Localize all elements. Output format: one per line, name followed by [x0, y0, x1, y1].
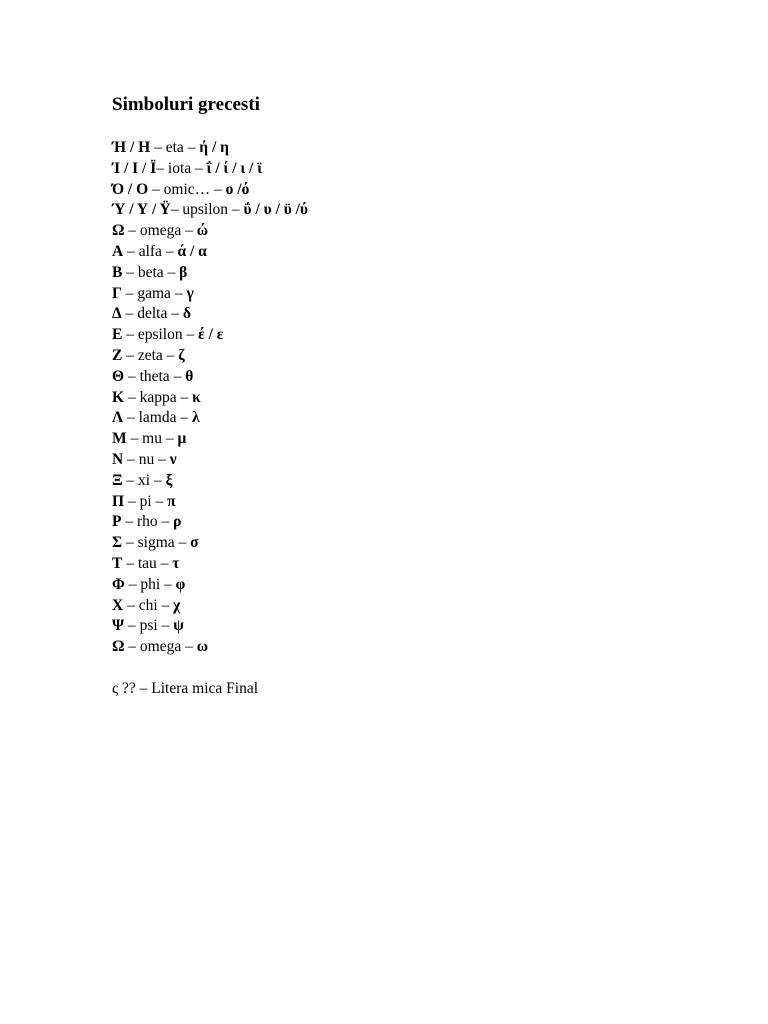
letter-name: omic… [163, 180, 211, 198]
separator: – [160, 575, 176, 593]
letter-name: eta [165, 139, 184, 156]
lowercase-letter: σ [190, 534, 199, 552]
separator: – [151, 492, 168, 510]
uppercase-letter: Ρ [112, 513, 122, 531]
uppercase-letter: Τ [112, 554, 123, 572]
separator: – [150, 471, 166, 489]
separator: – [124, 638, 140, 656]
letter-name: tau [137, 554, 157, 572]
lowercase-letter: π [167, 492, 176, 510]
letter-name: rho [136, 513, 158, 531]
letter-name: kappa [139, 388, 177, 406]
letter-entry [112, 159, 732, 180]
separator: – [122, 346, 138, 364]
document-title: Simboluri grecesti [112, 94, 260, 115]
uppercase-letter: Ω [112, 638, 125, 656]
letter-entry [112, 388, 732, 409]
uppercase-letter: Ψ [112, 617, 125, 635]
letter-entry [112, 637, 732, 658]
separator: – [156, 159, 168, 177]
separator: – [181, 638, 197, 656]
uppercase-letter: Μ [112, 430, 127, 448]
lowercase-letter: μ [177, 430, 187, 448]
letter-name: theta [139, 367, 170, 385]
letter-entry [112, 533, 732, 554]
separator: – [121, 284, 138, 302]
uppercase-letter: Ν [112, 450, 124, 468]
letter-name: mu [142, 430, 162, 448]
lowercase-letter: ν [169, 450, 177, 468]
uppercase-letter: Φ [112, 575, 125, 593]
lowercase-letter: ώ [196, 222, 209, 240]
letter-entry [112, 616, 732, 637]
letter-name: phi [140, 575, 161, 593]
separator: – [123, 409, 139, 427]
letter-name: zeta [137, 346, 163, 364]
letter-entry [112, 429, 732, 450]
lowercase-letter: ο /ό [225, 180, 250, 198]
letter-name: delta [137, 305, 168, 323]
uppercase-letter: Λ [112, 409, 124, 427]
uppercase-letter: Σ [112, 534, 123, 552]
separator: – [148, 180, 164, 198]
separator: – [122, 326, 138, 344]
letter-entry [112, 304, 732, 325]
uppercase-letter: Ύ / Υ / Ϋ [112, 201, 171, 219]
letter-entry [112, 263, 732, 284]
lowercase-letter: τ [172, 554, 180, 572]
separator: – [122, 534, 138, 552]
letter-name: beta [137, 263, 164, 281]
lowercase-letter: θ [185, 367, 194, 385]
letter-entry [112, 471, 732, 492]
separator: – [161, 430, 178, 448]
uppercase-letter: Δ [112, 305, 122, 323]
uppercase-letter: Α [112, 242, 124, 260]
lowercase-letter: λ [192, 409, 200, 427]
separator: – [228, 201, 244, 219]
letter-entry [112, 284, 732, 305]
separator: – [124, 492, 140, 510]
letter-name: omega [139, 222, 182, 240]
separator: – [150, 139, 166, 156]
letter-entry [112, 575, 732, 596]
uppercase-letter: Ί / Ι / Ϊ [112, 159, 157, 177]
separator: – [167, 305, 183, 323]
letter-entry [112, 200, 732, 221]
separator: – [170, 284, 187, 302]
letter-entry [112, 367, 732, 388]
letter-name: epsilon [137, 326, 183, 344]
separator: – [123, 596, 139, 614]
separator: – [162, 346, 179, 364]
uppercase-letter: Κ [112, 388, 125, 406]
separator: – [157, 513, 174, 531]
separator: – [124, 388, 140, 406]
lowercase-letter: ΰ / υ / ϋ /ύ [243, 201, 309, 219]
lowercase-letter: φ [175, 575, 186, 593]
letter-entry [112, 408, 732, 429]
uppercase-letter: Θ [112, 367, 125, 385]
separator: – [123, 450, 139, 468]
separator: – [122, 554, 138, 572]
lowercase-letter: δ [182, 305, 191, 323]
separator: – [121, 513, 137, 531]
greek-letter-list [112, 138, 732, 658]
separator: – [183, 139, 200, 156]
separator: – [126, 430, 143, 448]
separator: – [154, 450, 170, 468]
separator: – [124, 222, 140, 240]
letter-name: iota [167, 159, 192, 177]
letter-entry [112, 325, 732, 346]
separator: – [124, 367, 140, 385]
lowercase-letter: ξ [165, 471, 173, 489]
letter-name: sigma [137, 534, 175, 552]
separator: – [191, 159, 207, 177]
separator: – [181, 222, 197, 240]
separator: – [182, 326, 199, 344]
uppercase-letter: Γ [112, 284, 122, 302]
letter-name: gama [137, 284, 171, 302]
letter-entry [112, 554, 732, 575]
uppercase-letter: Ξ [112, 471, 123, 489]
letter-entry [112, 242, 732, 263]
separator: – [170, 201, 183, 219]
lowercase-letter: ω [196, 638, 209, 656]
uppercase-letter: Π [112, 492, 125, 510]
separator: – [174, 534, 191, 552]
separator: – [157, 617, 174, 635]
separator: – [121, 305, 138, 323]
separator: – [157, 596, 174, 614]
uppercase-letter: Ω [112, 222, 125, 240]
lowercase-letter: χ [173, 596, 181, 614]
lowercase-letter: ΐ / ί / ι / ϊ [206, 159, 263, 177]
separator: – [124, 617, 140, 635]
letter-entry [112, 512, 732, 533]
separator: – [122, 263, 138, 281]
lowercase-letter: ψ [173, 617, 184, 635]
letter-entry [112, 180, 732, 201]
final-sigma-note: ς ?? – Litera mica Final [112, 679, 259, 697]
letter-name: chi [138, 596, 158, 614]
letter-entry [112, 450, 732, 471]
separator: – [176, 409, 192, 427]
letter-name: lamda [138, 409, 177, 427]
letter-entry [112, 138, 732, 159]
lowercase-letter: γ [186, 284, 194, 302]
uppercase-letter: Β [112, 263, 123, 281]
separator: – [122, 471, 138, 489]
letter-entry [112, 346, 732, 367]
separator: – [210, 180, 226, 198]
lowercase-letter: έ / ε [198, 326, 224, 344]
lowercase-letter: ζ [178, 346, 185, 364]
lowercase-letter: ά / α [177, 242, 207, 260]
letter-name: xi [138, 471, 151, 489]
uppercase-letter: Ε [112, 326, 123, 344]
letter-name: nu [138, 450, 155, 468]
uppercase-letter: Ζ [112, 346, 123, 364]
uppercase-letter: Ή / Η [112, 139, 151, 156]
document-page [112, 92, 732, 699]
letter-entry [112, 221, 732, 242]
lowercase-letter: ή / η [199, 139, 229, 156]
lowercase-letter: ρ [173, 513, 182, 531]
letter-name: alfa [138, 242, 162, 260]
separator: – [163, 263, 180, 281]
separator: – [124, 575, 141, 593]
letter-name: upsilon [182, 201, 229, 219]
separator: – [123, 242, 139, 260]
separator: – [156, 554, 173, 572]
letter-name: omega [139, 638, 182, 656]
lowercase-letter: κ [192, 388, 201, 406]
letter-entry [112, 492, 732, 513]
letter-name: pi [139, 492, 152, 510]
letter-entry [112, 596, 732, 617]
separator: – [176, 388, 193, 406]
separator: – [161, 242, 178, 260]
uppercase-letter: Χ [112, 596, 124, 614]
letter-name: psi [139, 617, 158, 635]
separator: – [169, 367, 186, 385]
lowercase-letter: β [179, 263, 188, 281]
uppercase-letter: Ό / Ο [112, 180, 149, 198]
